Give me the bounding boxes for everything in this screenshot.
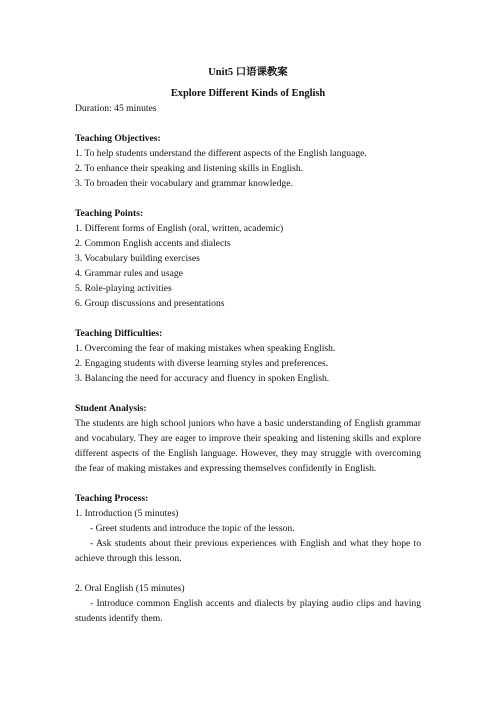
process-section xyxy=(75,491,421,626)
difficulties-heading: Teaching Difficulties: xyxy=(75,328,163,339)
analysis-paragraph: The students are high school juniors who have a basic understanding of English grammar and vocabulary. They are eager to improve their speaking and listening skills and explore different aspects of the English language. However, they may struggle with overcoming the fear of making mistakes and expressing themselves confidently in English. xyxy=(75,418,421,474)
spacer xyxy=(75,116,421,131)
objectives-heading: Teaching Objectives: xyxy=(75,133,161,144)
point-item: 1. Different forms of English (oral, written, academic) xyxy=(75,223,284,234)
difficulty-item: 3. Balancing the need for accuracy and fluency in spoken English. xyxy=(75,373,330,384)
point-item: 3. Vocabulary building exercises xyxy=(75,253,200,264)
objective-item: 2. To enhance their speaking and listening skills in English. xyxy=(75,163,304,174)
points-heading: Teaching Points: xyxy=(75,208,144,219)
point-item: 5. Role-playing activities xyxy=(75,283,172,294)
objective-item: 3. To broaden their vocabulary and grammar knowledge. xyxy=(75,178,293,189)
analysis-section xyxy=(75,401,421,476)
spacer xyxy=(75,311,421,326)
point-item: 4. Grammar rules and usage xyxy=(75,268,183,279)
spacer xyxy=(75,386,421,401)
point-item: 6. Group discussions and presentations xyxy=(75,298,225,309)
spacer xyxy=(75,476,421,491)
process-step-title: 2. Oral English (15 minutes) xyxy=(75,583,185,594)
process-step-bullet: - Ask students about their previous experiences with English and what they hope to achieve through this lesson. xyxy=(75,538,421,564)
analysis-heading: Student Analysis: xyxy=(75,403,147,414)
document-title: Unit5 口语课教案 xyxy=(208,67,288,78)
process-heading: Teaching Process: xyxy=(75,493,149,504)
spacer xyxy=(75,566,421,581)
objectives-section xyxy=(75,131,421,191)
objective-item: 1. To help students understand the different aspects of the English language. xyxy=(75,148,367,159)
process-step-bullet: - Introduce common English accents and dialects by playing audio clips and having students identify them. xyxy=(75,598,421,624)
document-subtitle: Explore Different Kinds of English xyxy=(170,88,326,99)
difficulties-section xyxy=(75,326,421,386)
process-step-bullet: - Greet students and introduce the topic of the lesson. xyxy=(90,523,295,534)
process-step-title: 1. Introduction (5 minutes) xyxy=(75,508,179,519)
difficulty-item: 2. Engaging students with diverse learning styles and preferences. xyxy=(75,358,329,369)
duration-text: Duration: 45 minutes xyxy=(75,103,157,114)
difficulty-item: 1. Overcoming the fear of making mistakes when speaking English. xyxy=(75,343,336,354)
spacer xyxy=(75,191,421,206)
document-page xyxy=(75,0,421,626)
points-section xyxy=(75,206,421,311)
point-item: 2. Common English accents and dialects xyxy=(75,238,231,249)
